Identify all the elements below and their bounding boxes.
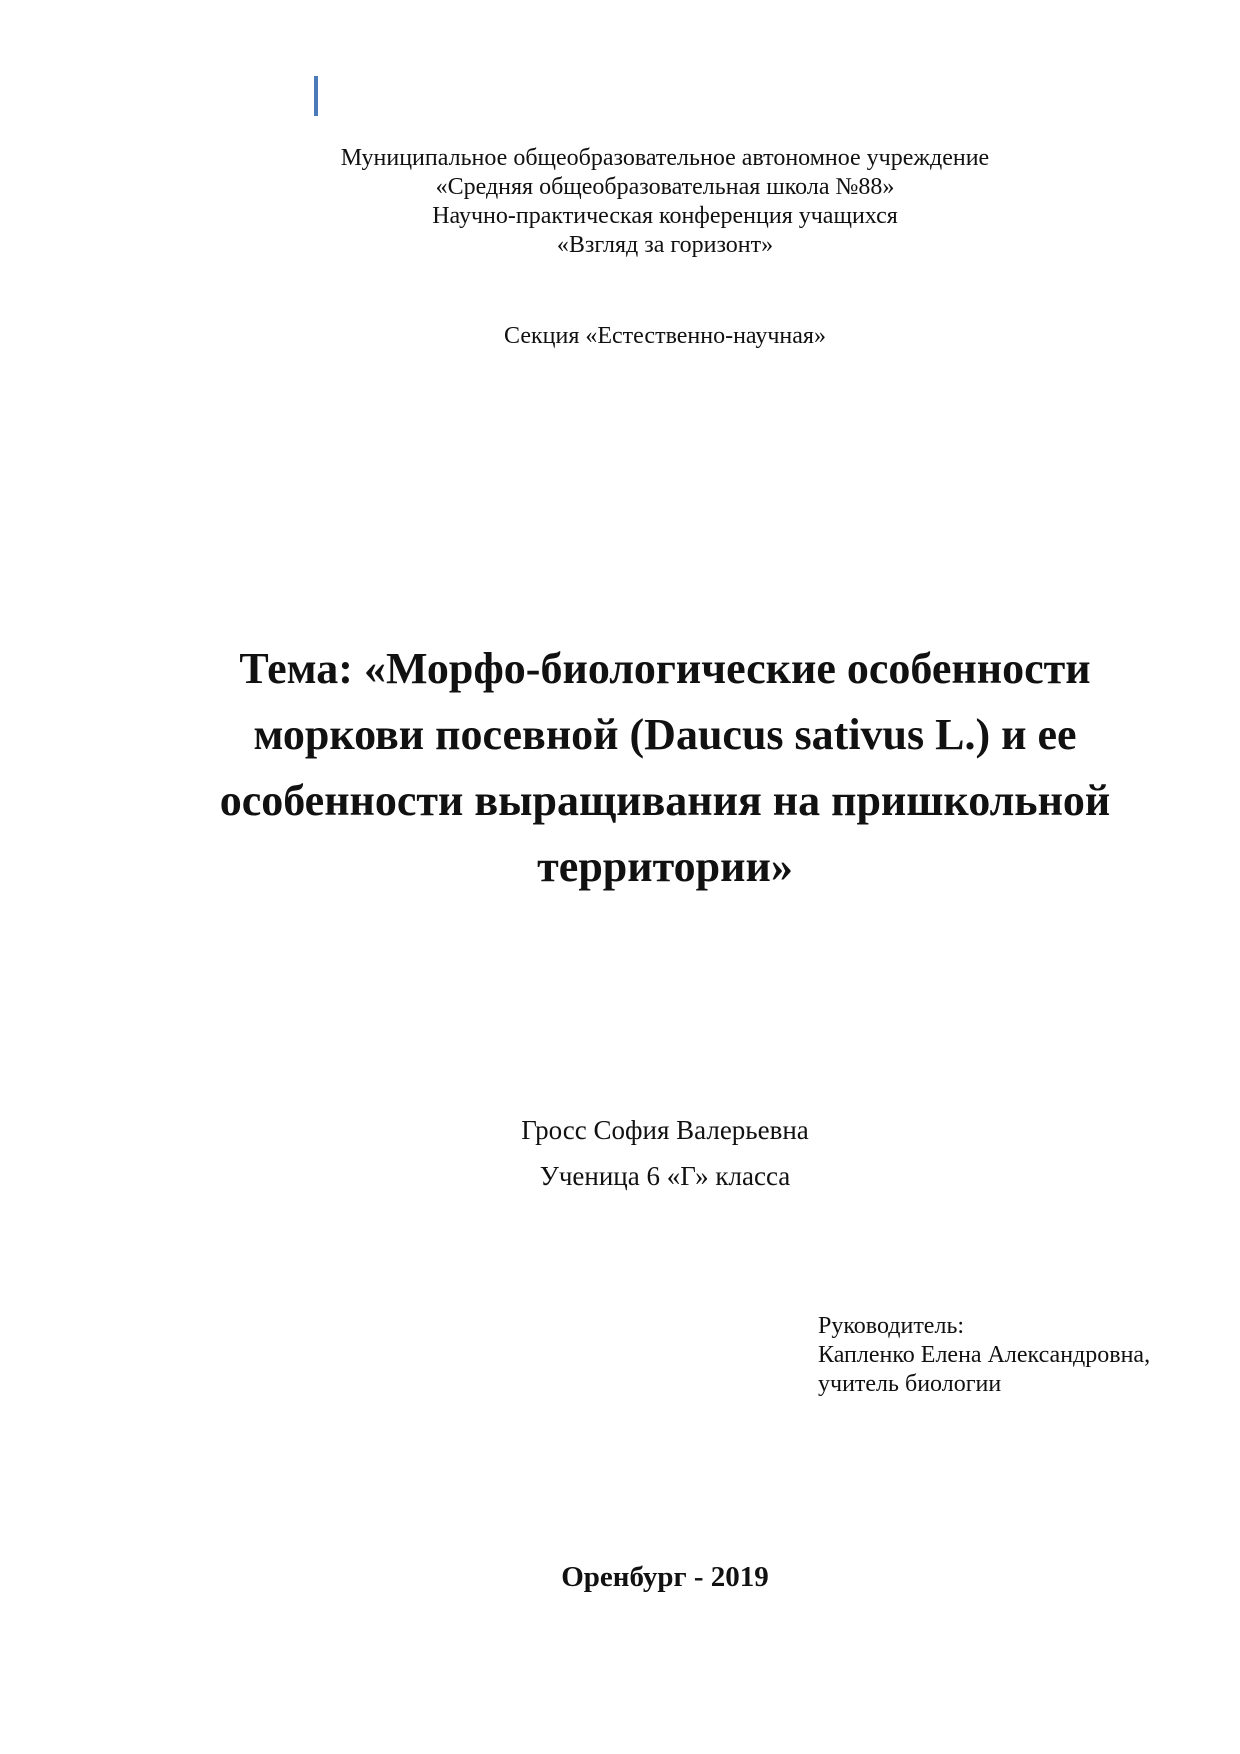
author-class: Ученица 6 «Г» класса	[539, 1161, 791, 1191]
institution-header	[200, 144, 1130, 260]
topic-line-4: территории»	[537, 842, 793, 891]
topic-line-1: Тема: «Морфо-биологические особенности	[239, 644, 1091, 693]
topic-line-3: особенности выращивания на пришкольной	[219, 776, 1111, 825]
supervisor-name: Капленко Елена Александровна,	[818, 1342, 1151, 1368]
city-year: Оренбург - 2019	[561, 1561, 769, 1593]
text-cursor-mark	[314, 76, 318, 116]
institution-line-1: Муниципальное общеобразовательное автономное учреждение	[340, 145, 990, 171]
author-name: Гросс София Валерьевна	[521, 1115, 809, 1145]
author-block	[200, 1113, 1130, 1193]
supervisor-label: Руководитель:	[818, 1313, 965, 1339]
institution-line-2: «Средняя общеобразовательная школа №88»	[435, 174, 895, 200]
topic-line-2: моркови посевной (Daucus sativus L.) и ее	[253, 710, 1077, 759]
conference-line-1: Научно-практическая конференция учащихся	[432, 203, 898, 229]
conference-line-2: «Взгляд за горизонт»	[556, 232, 774, 258]
supervisor-position: учитель биологии	[818, 1371, 1002, 1397]
topic-title	[200, 636, 1130, 900]
supervisor-block	[818, 1312, 1150, 1399]
section-title: Секция «Естественно-научная»	[504, 323, 826, 349]
